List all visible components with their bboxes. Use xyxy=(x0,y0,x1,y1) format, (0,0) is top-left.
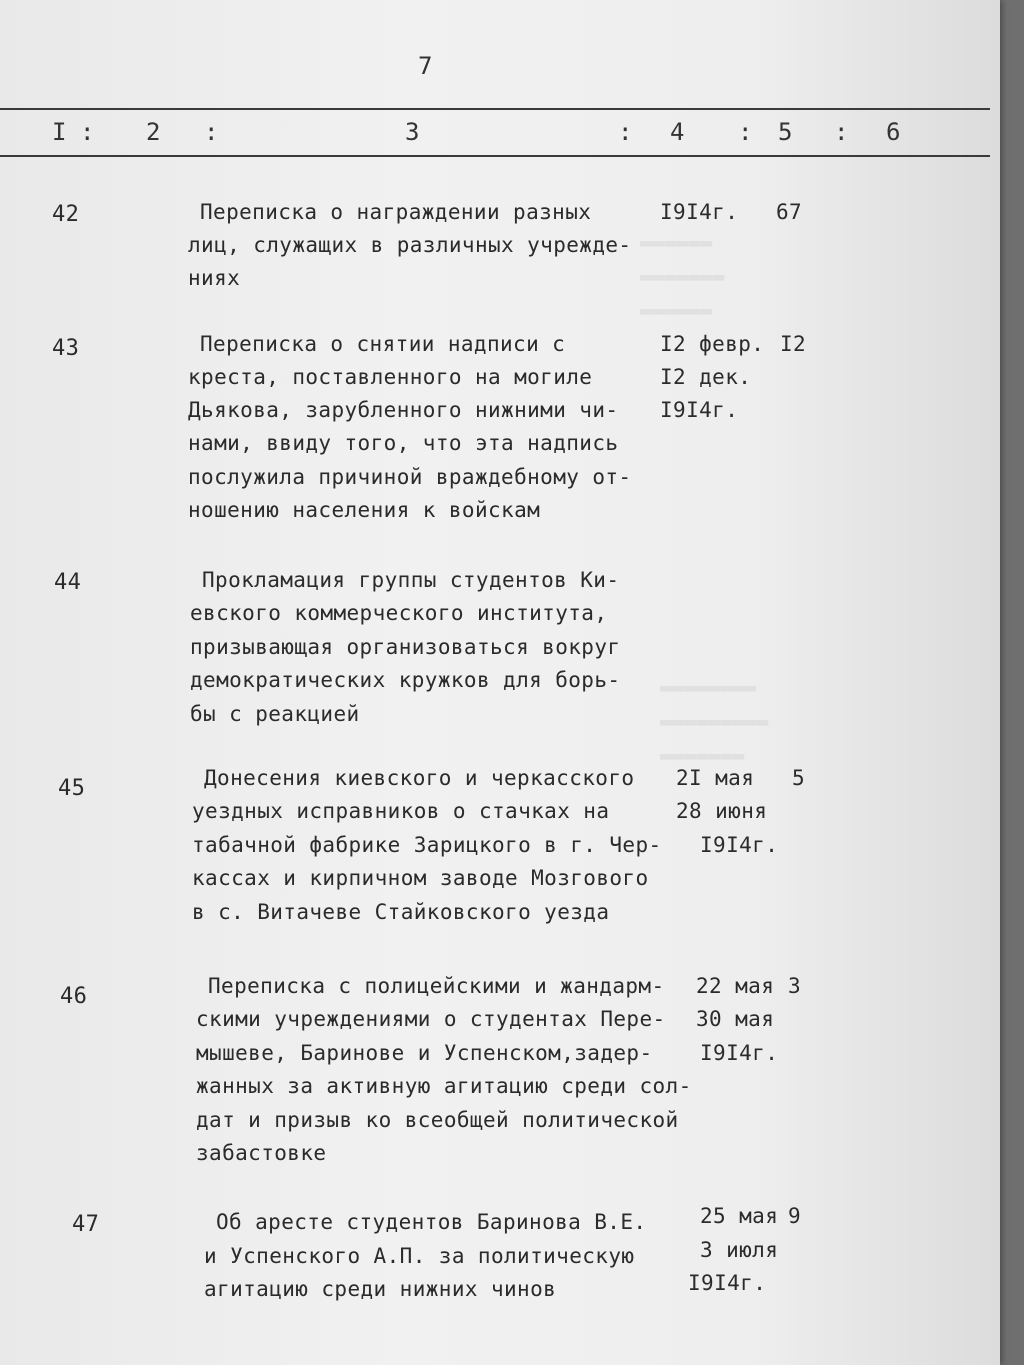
record-number: 43 xyxy=(52,336,80,361)
title-line: Переписка о награждении разных xyxy=(200,200,592,224)
title-line: в с. Витачеве Стайковского уезда xyxy=(192,900,610,924)
column-1-header: I xyxy=(52,118,67,146)
column-separator: : xyxy=(738,118,753,146)
title-line: агитацию среди нижних чинов xyxy=(204,1277,557,1301)
column-4-header: 4 xyxy=(670,118,685,146)
record-sheet-count: 67 xyxy=(776,200,803,224)
title-line: уездных исправников о стачках на xyxy=(192,799,610,823)
record-date: 28 июня xyxy=(676,799,768,823)
record-sheet-count: 3 xyxy=(788,974,802,998)
header-rule-bottom xyxy=(0,155,990,157)
record-date: 3 июля xyxy=(700,1238,779,1262)
reverse-side-bleed: ▬▬▬▬▬▬▬▬ ▬▬▬▬▬▬▬▬▬ ▬▬▬▬▬▬▬ xyxy=(660,675,769,767)
record-date: I2 дек. xyxy=(660,365,752,389)
title-line: дат и призыв ко всеобщей политической xyxy=(196,1108,679,1132)
record-number: 45 xyxy=(58,776,86,801)
title-line: ношению населения к войскам xyxy=(188,498,541,522)
record-date: I9I4г. xyxy=(688,1271,767,1295)
title-line: забастовке xyxy=(196,1141,327,1165)
record-date: I2 февр. xyxy=(660,332,765,356)
title-line: послужила причиной враждебному от- xyxy=(188,465,632,489)
title-line: Дьякова, зарубленного нижними чи- xyxy=(188,398,619,422)
record-number: 46 xyxy=(60,984,88,1009)
column-2-header: 2 xyxy=(146,118,161,146)
column-separator: : xyxy=(834,118,849,146)
header-rule-top xyxy=(0,108,990,110)
title-line: призывающая организоваться вокруг xyxy=(190,635,621,659)
record-sheet-count: I2 xyxy=(780,332,807,356)
title-line: бы с реакцией xyxy=(190,702,360,726)
record-sheet-count: 5 xyxy=(792,766,806,790)
title-line: кассах и кирпичном заводе Мозгового xyxy=(192,866,649,890)
title-line: лиц, служащих в различных учрежде- xyxy=(188,233,632,257)
reverse-side-bleed: ▬▬▬▬▬▬ ▬▬▬▬▬▬▬ ▬▬▬▬▬▬ xyxy=(640,230,725,322)
title-line: Донесения киевского и черкасского xyxy=(204,766,635,790)
record-date: 22 мая xyxy=(696,974,775,998)
column-6-header: 6 xyxy=(886,118,901,146)
record-number: 42 xyxy=(52,202,80,227)
column-separator: : xyxy=(618,118,633,146)
record-date: I9I4г. xyxy=(660,200,739,224)
record-sheet-count: 9 xyxy=(788,1204,802,1228)
page-number: 7 xyxy=(418,52,433,80)
title-line: евского коммерческого института, xyxy=(190,601,608,625)
column-5-header: 5 xyxy=(778,118,793,146)
title-line: скими учреждениями о студентах Пере- xyxy=(196,1007,666,1031)
title-line: креста, поставленного на могиле xyxy=(188,365,593,389)
title-line: жанных за активную агитацию среди сол- xyxy=(196,1074,692,1098)
record-date: 30 мая xyxy=(696,1007,775,1031)
record-date: I9I4г. xyxy=(700,833,779,857)
title-line: ниях xyxy=(188,266,241,290)
record-number: 44 xyxy=(54,570,82,595)
title-line: и Успенского А.П. за политическую xyxy=(204,1244,635,1268)
column-separator: : xyxy=(80,118,95,146)
column-separator: : xyxy=(204,118,219,146)
record-number: 47 xyxy=(72,1212,100,1237)
title-line: демократических кружков для борь- xyxy=(190,668,621,692)
record-date: I9I4г. xyxy=(700,1041,779,1065)
title-line: Об аресте студентов Баринова В.Е. xyxy=(216,1210,647,1234)
column-3-header: 3 xyxy=(405,118,420,146)
record-date: 2I мая xyxy=(676,766,755,790)
title-line: нами, ввиду того, что эта надпись xyxy=(188,431,619,455)
title-line: Переписка о снятии надписи с xyxy=(200,332,566,356)
title-line: мышеве, Баринове и Успенском,задер- xyxy=(196,1041,653,1065)
title-line: Прокламация группы студентов Ки- xyxy=(202,568,620,592)
title-line: Переписка с полицейскими и жандарм- xyxy=(208,974,665,998)
title-line: табачной фабрике Зарицкого в г. Чер- xyxy=(192,833,662,857)
record-date: 25 мая xyxy=(700,1204,779,1228)
record-date: I9I4г. xyxy=(660,398,739,422)
